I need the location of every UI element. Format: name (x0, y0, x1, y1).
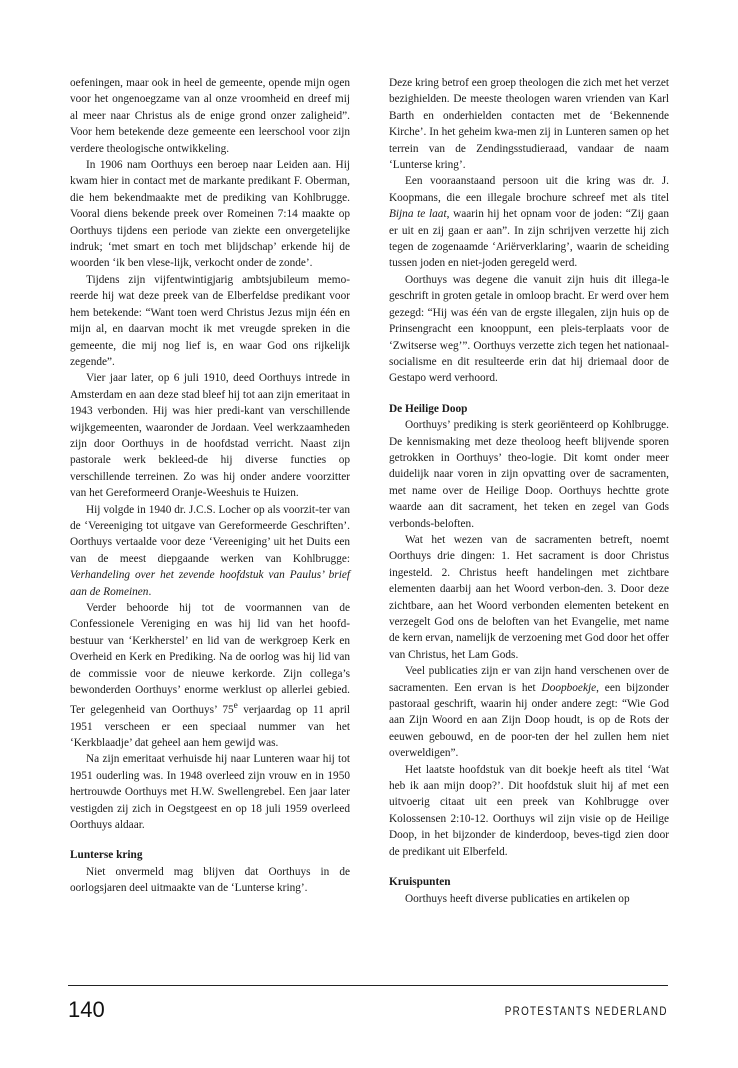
book-title: Doopboekje (541, 681, 597, 694)
text-run: Verder behoorde hij tot de voormannen van de Confessionele Vereniging en was hij lid van het hoofd-bestuur van ‘Kerkherstel’ en lid van de werkgroep Kerk en Overheid en Kerk en Prediking. Na de oorlog was hij lid van de commissie voor de nieuwe kerkorde. Zijn collega’s bewonderden Oorthuys’ enorme werklust op allerlei gebied. Ter gelegenheid van Oorthuys’ 75 (70, 602, 350, 717)
footer-divider (68, 985, 668, 986)
text-run: Een vooraanstaand persoon uit die kring was dr. J. Koopmans, die een illegale brochure schreef met als titel (389, 175, 669, 204)
text-run: . (148, 585, 152, 598)
paragraph (70, 600, 350, 751)
paragraph: Vier jaar later, op 6 juli 1910, deed Oorthuys intrede in Amsterdam en aan deze stad bleef hij tot aan zijn emeritaat in 1943 verbonden. Hij was hier predi-kant van verschillende wijkgemeenten, waaronder de Jordaan. Veel werkzaamheden zijn door Oorthuys in de hoofdstad verricht. Naast zijn pastorale werk bekleed-de hij diverse functies op verschillende terreinen. Zo was hij onder andere voorzitter van het Gereformeerd Oranje-Weeshuis te Huizen. (70, 372, 350, 500)
paragraph: Oorthuys was degene die vanuit zijn huis dit illega-le geschrift in groten getale in omloop bracht. Er werd over hem gezegd: “Hij was één van de ergste illegalen, zijn huis op de Prinsengracht een knooppunt, een pleis-terplaats voor de ‘Zwitserse weg’”. Oorthuys verzette zich tegen het nationaal-socialisme en dit resulteerde erin dat hij driemaal door de Gestapo werd verhoord. (389, 273, 669, 385)
paragraph (389, 663, 669, 761)
paragraph: Tijdens zijn vijfentwintigjarig ambtsjubileum memo-reerde hij wat deze preek van de Elberfeldse predikant voor hem betekende: “Want toen werd Christus Jezus mijn één en mijn al, en daarvan mocht ik met vreugde spreken in die gemeente, die mij nog lief is, en waar God ons rijkelijk zegende”. (70, 273, 350, 368)
text-run: verjaardag op 11 april 1951 verscheen er een speciaal nummer van het ‘Kerkblaadje’ dat geheel aan hem gewijd was. (70, 704, 350, 750)
paragraph (70, 502, 350, 600)
text-run: , een bijzonder pastoraal geschrift, waarin hij onder andere zegt: “Wie God aan Zijn Woord en aan Zijn Doop houdt, is op de Rots der eeuwen gebouwd, en de poor-ten der hel zullen hem niet overweldigen”. (389, 681, 669, 760)
right-column (389, 75, 669, 907)
paragraph: Niet onvermeld mag blijven dat Oorthuys in de oorlogsjaren deel uitmaakte van de ‘Lunterse kring’. (70, 865, 350, 895)
paragraph: Het laatste hoofdstuk van dit boekje heeft als titel ‘Wat heb ik aan mijn doop?’. Dit hoofdstuk sluit hij af met een uitvoerig citaat uit een preek van Kohlbrugge over Kolossensen 2:10-12. Oorthuys wil zijn visie op de Heilige Doop, in het bijzonder de kinderdoop, beves-tigd zien door de predikant uit Elberfeld. (389, 763, 669, 858)
section-heading: Kruispunten (389, 876, 451, 889)
paragraph: Deze kring betrof een groep theologen die zich met het verzet bezighielden. De meeste theologen waren vrienden van Karl Barth en onderhielden contacten met de ‘Bekennende Kirche’. In het geheim kwa-men zij in Lunteren samen op het terrein van de Zendingsstudieraad, vandaar de naam ‘Lunterse kring’. (389, 77, 669, 172)
paragraph: Wat het wezen van de sacramenten betreft, noemt Oorthuys drie dingen: 1. Het sacrament is door Christus ingesteld. 2. Christus heeft handelingen met zichtbare elementen daarbij aan het Woord verbon-den. 3. Door deze zichtbare, aan het Woord verbonden elementen betekent en verzegelt God ons de beloften van het Evangelie, met name de kern ervan, namelijk de verzoening met God door het offer van Christus, het Lam Gods. (389, 533, 669, 661)
book-title: Verhandeling over het zevende hoofdstuk van Paulus’ brief aan de Romeinen (70, 569, 350, 598)
paragraph (389, 173, 669, 271)
paragraph: In 1906 nam Oorthuys een beroep naar Leiden aan. Hij kwam hier in contact met de markante predikant F. Oberman, die hem bekendmaakte met de prediking van Kohlbrugge. Vooral diens bekende preek over Romeinen 7:14 maakte op Oorthuys tijdens een periode van ziekte een onvergetelijke indruk; ‘met smart en toch met blijdschap’ erkende hij de woorden ‘ik ben vlese-lijk, verkocht onder de zonde’. (70, 159, 350, 270)
paragraph: Oorthuys heeft diverse publicaties en artikelen op (405, 892, 630, 905)
paragraph: oefeningen, maar ook in heel de gemeente, opende mijn ogen voor het ongenoegzame van al onze vroomheid en dreef mij al meer naar Christus als de enige grond onzer zaligheid”. Voor hem betekende deze gemeente een leerschool voor zijn verdere theologische ontwikkeling. (70, 77, 350, 155)
section-heading: Lunterse kring (70, 849, 143, 862)
left-column (70, 75, 350, 897)
book-title: Bijna te laat (389, 208, 447, 221)
superscript: e (233, 701, 238, 712)
text-run: , waarin hij het opnam voor de joden: “Zij gaan er uit en zij gaan er aan”. In zijn schrijven verzette hij zich tegen de zogenaamde ‘Ariërverklaring’, waarin de scheiding tussen joden en niet-joden geregeld werd. (389, 208, 669, 270)
text-run: Hij volgde in 1940 dr. J.C.S. Locher op als voorzit-ter van de ‘Vereeniging tot uitgave van Gereformeerde Geschriften’. Oorthuys vertaalde voor deze ‘Vereeniging’ uit het Duits een van de meest diepgaande werken van Kohlbrugge: (70, 503, 350, 565)
text-run: Veel publicaties zijn er van zijn hand verschenen over de sacramenten. Een ervan is het (389, 665, 669, 694)
section-heading: De Heilige Doop (389, 402, 468, 415)
paragraph: Oorthuys’ prediking is sterk georiënteerd op Kohlbrugge. De kennismaking met deze theoloog heeft blijvende sporen getrokken in Oorthuys’ theo-logie. Dit komt onder meer duidelijk naar voren in zijn opvatting over de sacramenten, met name over de Heilige Doop. Oorthuys hechtte grote waarde aan dit sacrament, het teken en zegel van Gods verbonds-beloften. (389, 419, 669, 530)
page-number: 140 (68, 997, 105, 1022)
paragraph: Na zijn emeritaat verhuisde hij naar Lunteren waar hij tot 1951 ouderling was. In 1948 overleed zijn vrouw en in 1950 hertrouwde Oorthuys met H.W. Swellengrebel. Een jaar later vestigden zij zich in Oegstgeest en op 18 juli 1959 overleed Oorthuys aldaar. (70, 753, 350, 832)
running-title: PROTESTANTS NEDERLAND (505, 1004, 668, 1018)
